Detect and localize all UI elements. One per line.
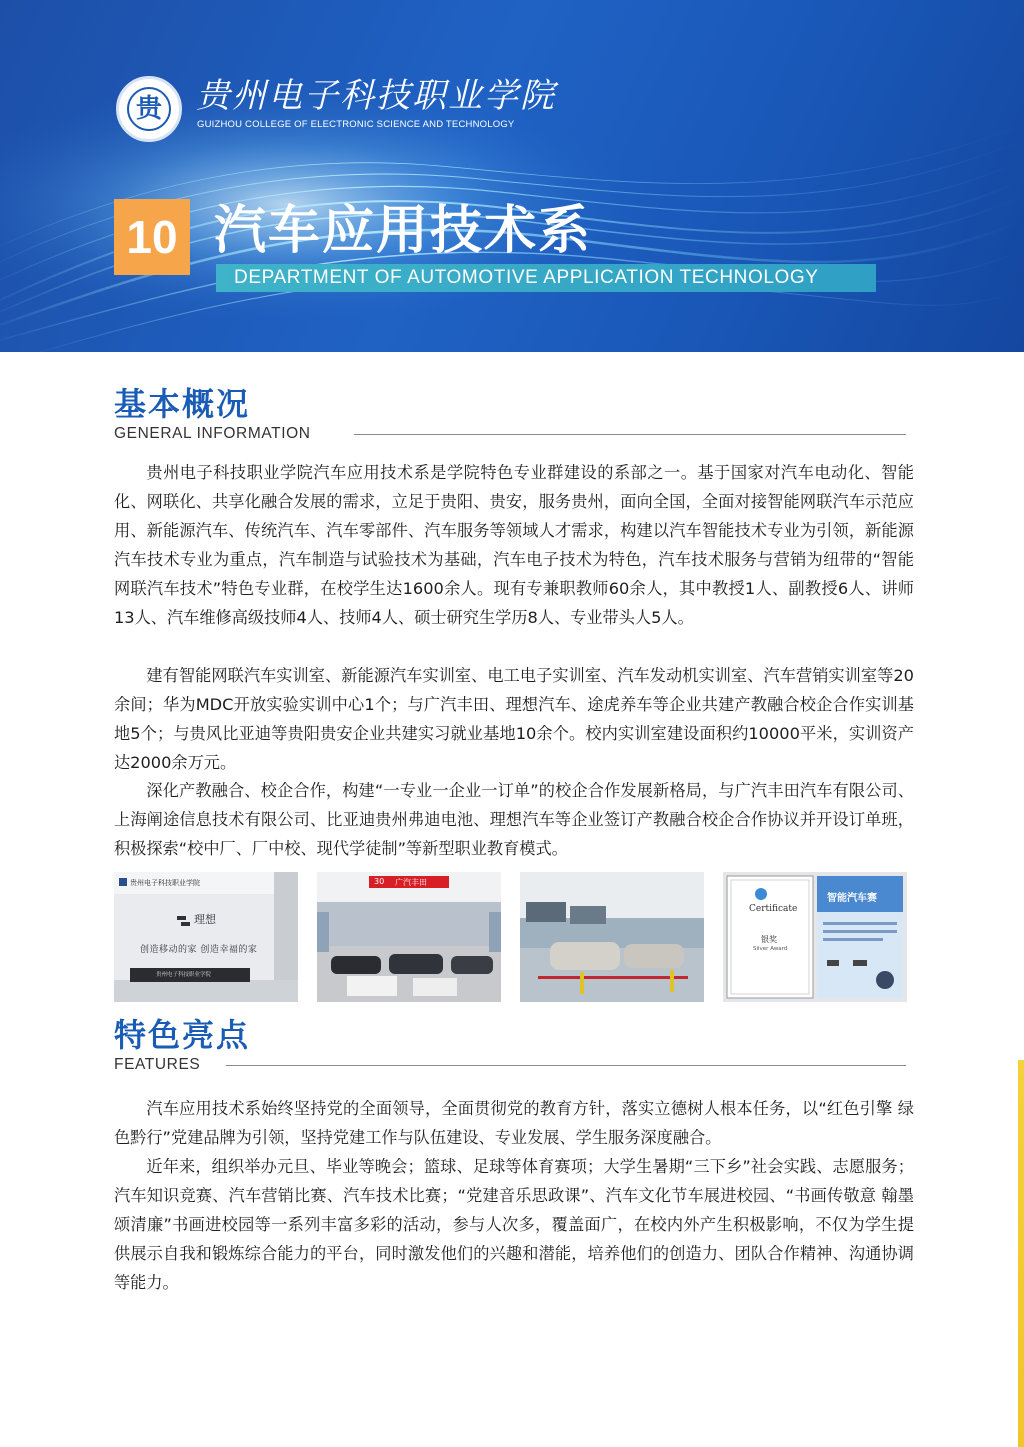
logo-glyph: 贵 — [135, 94, 162, 124]
college-seal-icon — [116, 76, 182, 142]
school-name-cn: 贵州电子科技职业学院 — [196, 76, 556, 116]
certificate-award-en: Silver Award — [753, 946, 788, 952]
slogan-text: 创造移动的家 创造幸福的家 — [140, 945, 258, 955]
school-name-en: GUIZHOU COLLEGE OF ELECTRONIC SCIENCE AND TECHNOLOGY — [197, 119, 515, 130]
general-paragraph: 贵州电子科技职业学院汽车应用技术系是学院特色专业群建设的系部之一。基于国家对汽车电动化、智能化、网联化、共享化融合发展的需求，立足于贵阳、贵安，服务贵州，面向全国，全面对接智能网联汽车示范应用、新能源汽车、传统汽车、汽车零部件、汽车服务等领域人才需求，构建以汽车智能技术专业为引领，新能源汽车技术专业为重点，汽车制造与试验技术为基础，汽车电子技术为特色，汽车技术服务与营销为纽带的“智能网联汽车技术”特色专业群，在校学生达1600余人。现有专兼职教师60余人，其中教授1人、副教授6人、讲师13人、汽车维修高级技师4人、技师4人、硕士研究生学历8人、专业带头人5人。 — [114, 463, 914, 627]
section-title-cn: 特色亮点 — [114, 1016, 251, 1054]
poster-title: 智能汽车赛 — [827, 893, 877, 904]
features-paragraph: 汽车应用技术系始终坚持党的全面领导，全面贯彻党的教育方针，落实立德树人根本任务，以“红色引擎 绿色黔行”党建品牌为引领，坚持党建工作与队伍建设、专业发展、学生服务深度融合。 — [114, 1099, 914, 1147]
certificate-award: 银奖 — [761, 935, 777, 944]
competition-certificate-photo — [723, 872, 907, 1002]
showroom-banner-text: 广汽丰田 — [395, 878, 427, 887]
certificate-title: Certificate — [749, 904, 798, 914]
department-number: 10 — [126, 211, 178, 263]
light-wave-decoration — [0, 0, 1024, 352]
vehicle-workshop-photo — [520, 872, 704, 1002]
department-title-en-bar — [216, 264, 876, 292]
general-paragraph: 深化产教融合、校企合作，构建“一专业一企业一订单”的校企合作发展新格局，与广汽丰田汽车有限公司、上海阐途信息技术有限公司、比亚迪贵州弗迪电池、理想汽车等企业签订产教融合校企合作协议并开设订单班，积极探索“校中厂、厂中校、现代学徒制”等新型职业教育模式。 — [114, 781, 914, 858]
wall-sign-text: 贵州电子科技职业学院 — [130, 879, 200, 887]
general-paragraph: 建有智能网联汽车实训室、新能源汽车实训室、电工电子实训室、汽车发动机实训室、汽车营销实训室等20余间；华为MDC开放实验实训中心1个；与广汽丰田、理想汽车、途虎养车等企业共建产教融合校企合作实训基地5个；与贵风比亚迪等贵阳贵安企业共建实习就业基地10余个。校内实训室建设面积约10000平米，实训资产达2000余万元。 — [114, 666, 914, 772]
header-banner — [0, 0, 1024, 352]
page-edge-marker — [1018, 1060, 1024, 1447]
section-header-features — [114, 1016, 906, 1076]
department-title-en: DEPARTMENT OF AUTOMOTIVE APPLICATION TECHNOLOGY — [234, 267, 819, 288]
section-divider — [226, 1065, 906, 1066]
section-header-general — [114, 385, 906, 445]
section-divider — [354, 434, 906, 435]
section-title-en: GENERAL INFORMATION — [114, 425, 311, 442]
desk-label-text: 贵州电子科技职业学院 — [156, 972, 212, 978]
gac-toyota-showroom-photo — [317, 872, 501, 1002]
department-number-badge — [114, 199, 190, 275]
features-paragraph: 近年来，组织举办元旦、毕业等晚会；篮球、足球等体育赛项；大学生暑期“三下乡”社会实践、志愿服务；汽车知识竞赛、汽车营销比赛、汽车技术比赛；“党建音乐思政课”、汽车文化节车展进校园、“书画传敬意 翰墨颂清廉”书画进校园等一系列丰富多彩的活动，参与人次多，覆盖面广，在校内外产生积极影响，不仅为学生提供展示自我和锻炼综合能力的平台，同时激发他们的兴趣和潜能，培养他们的创造力、团队合作精神、沟通协调等能力。 — [114, 1157, 914, 1292]
showroom-banner-number: 30 — [374, 877, 385, 886]
section-title-cn: 基本概况 — [114, 385, 251, 423]
li-auto-training-base-photo — [114, 872, 298, 1002]
brand-name-text: 理想 — [194, 913, 216, 926]
section-title-en: FEATURES — [114, 1056, 201, 1073]
department-title-cn: 汽车应用技术系 — [214, 201, 593, 261]
